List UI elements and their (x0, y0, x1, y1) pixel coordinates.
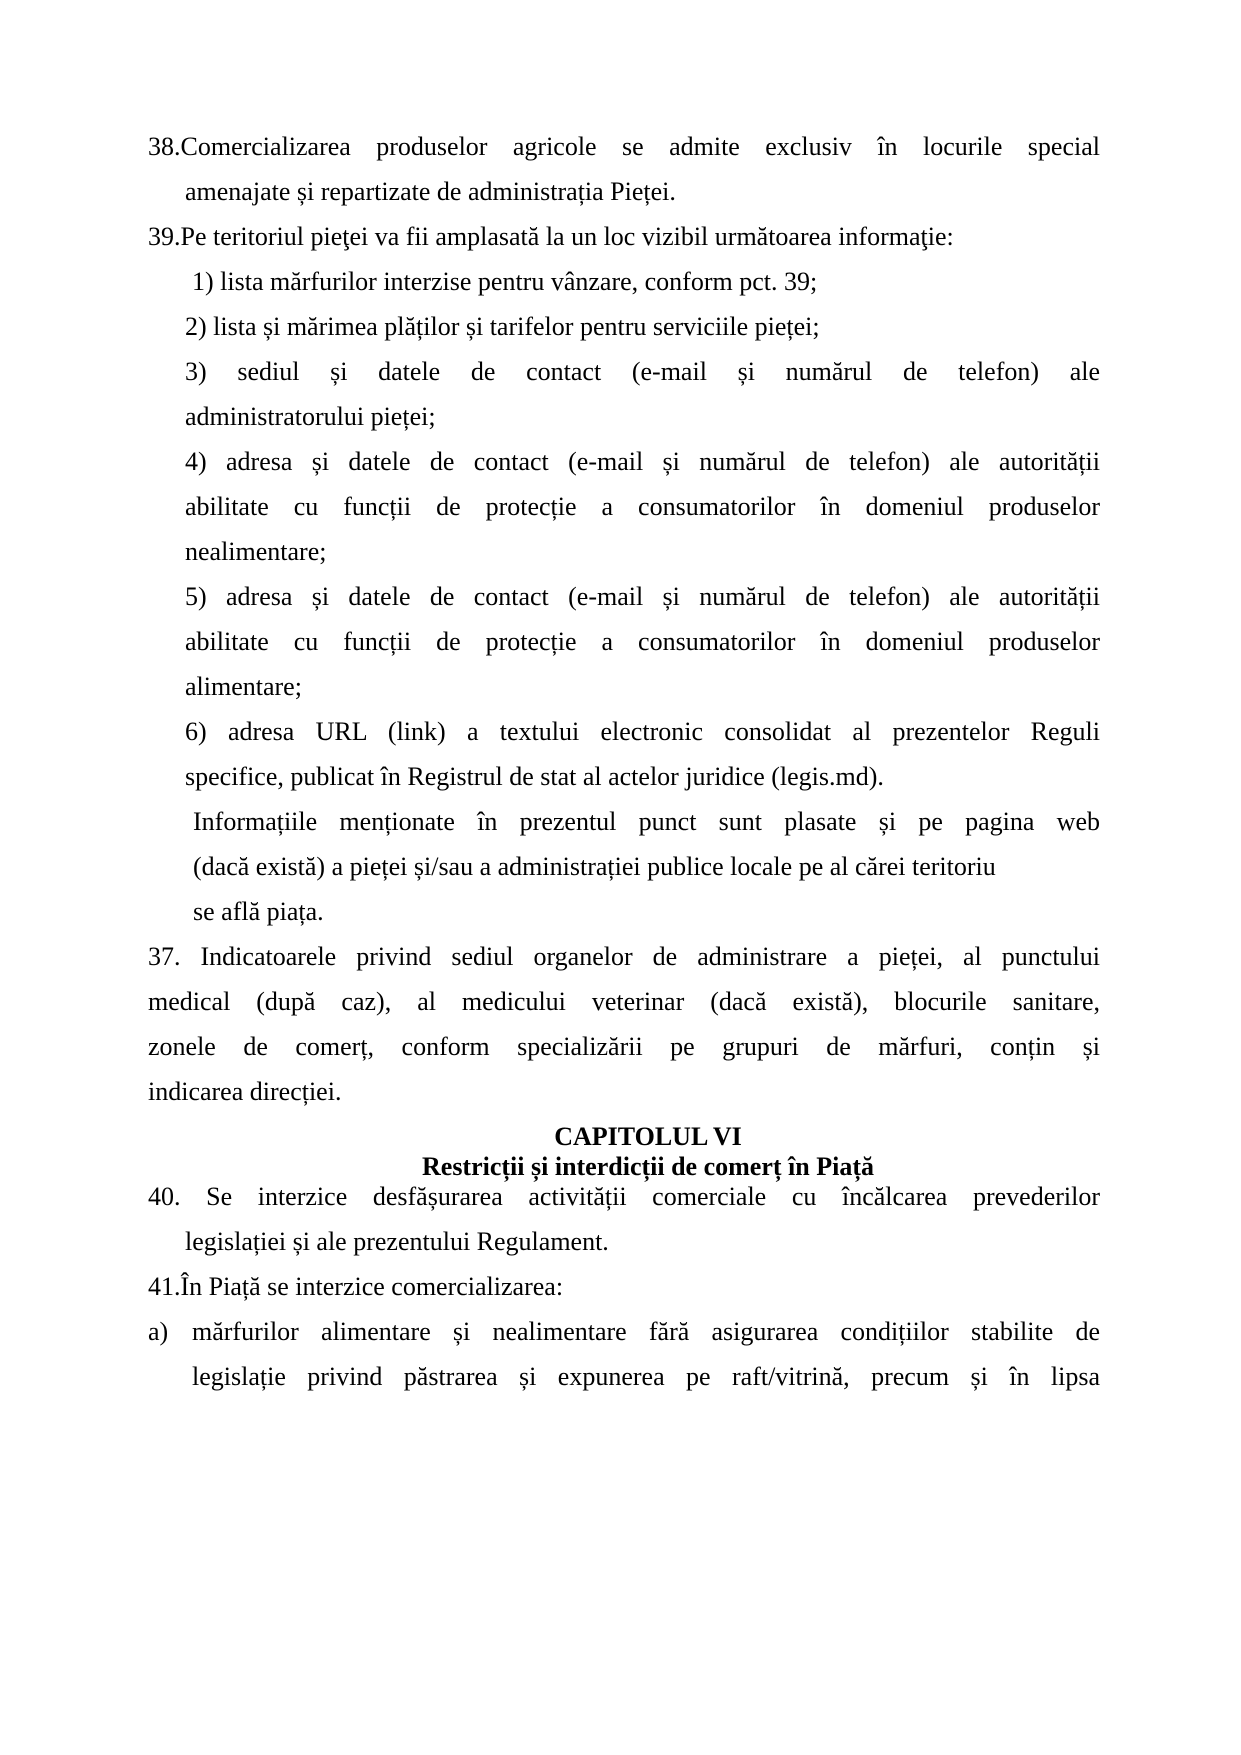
point-41-a-line-2: legislație privind păstrarea și expunerea pe raft/vitrină, precum și în lipsa (192, 1362, 1100, 1391)
point-39-sub-4-line-1: 4) adresa și datele de contact (e-mail și numărul de telefon) ale autorității (185, 447, 1100, 476)
chapter-title: Restricții și interdicții de comerț în Piață (422, 1152, 874, 1181)
point-37-line-2: medical (după caz), al medicului veterinar (dacă există), blocurile sanitare, (148, 987, 1100, 1016)
point-37-line-4: indicarea direcției. (148, 1077, 342, 1106)
point-39-line-1: 39.Pe teritoriul pieţei va fii amplasată la un loc vizibil următoarea informaţie: (148, 222, 954, 251)
point-39-sub-2: 2) lista și mărimea plăților și tarifelor pentru serviciile pieței; (185, 312, 820, 341)
point-39-sub-1: 1) lista mărfurilor interzise pentru vânzare, conform pct. 39; (192, 267, 818, 296)
point-40-line-2: legislației și ale prezentului Regulament. (185, 1227, 609, 1256)
point-39-sub-6-line-2: specifice, publicat în Registrul de stat al actelor juridice (legis.md). (185, 762, 884, 791)
point-39-note-line-3: se află piața. (193, 897, 324, 926)
point-39-sub-5-line-1: 5) adresa și datele de contact (e-mail și numărul de telefon) ale autorității (185, 582, 1100, 611)
point-41-a-line-1: mărfurilor alimentare și nealimentare fără asigurarea condițiilor stabilite de (192, 1317, 1100, 1346)
point-41-line-1: 41.În Piață se interzice comercializarea: (148, 1272, 564, 1301)
point-39-sub-6-line-1: 6) adresa URL (link) a textului electronic consolidat al prezentelor Reguli (185, 717, 1100, 746)
point-39-sub-4-line-2: abilitate cu funcții de protecție a consumatorilor în domeniul produselor (185, 492, 1100, 521)
point-39-sub-5-line-3: alimentare; (185, 672, 302, 701)
point-39-sub-3-line-2: administratorului pieței; (185, 402, 436, 431)
point-41-a-marker: a) (148, 1317, 169, 1346)
point-39-sub-5-line-2: abilitate cu funcții de protecție a consumatorilor în domeniul produselor (185, 627, 1100, 656)
point-37-line-3: zonele de comerț, conform specializării pe grupuri de mărfuri, conțin și (148, 1032, 1100, 1061)
point-39-sub-4-line-3: nealimentare; (185, 537, 327, 566)
point-39-note-line-2: (dacă există) a pieței și/sau a administrației publice locale pe al cărei teritoriu (193, 852, 996, 881)
point-40-line-1: 40. Se interzice desfășurarea activității comerciale cu încălcarea prevederilor (148, 1182, 1100, 1211)
point-38-line-2: amenajate și repartizate de administrația Pieței. (185, 177, 676, 206)
point-38-line-1: 38.Comercializarea produselor agricole se admite exclusiv în locurile special (148, 132, 1100, 161)
chapter-number: CAPITOLUL VI (554, 1122, 742, 1151)
point-39-sub-3-line-1: 3) sediul și datele de contact (e-mail și numărul de telefon) ale (185, 357, 1100, 386)
point-39-note-line-1: Informațiile menționate în prezentul punct sunt plasate și pe pagina web (193, 807, 1100, 836)
point-37-line-1: 37. Indicatoarele privind sediul organelor de administrare a pieței, al punctului (148, 942, 1100, 971)
